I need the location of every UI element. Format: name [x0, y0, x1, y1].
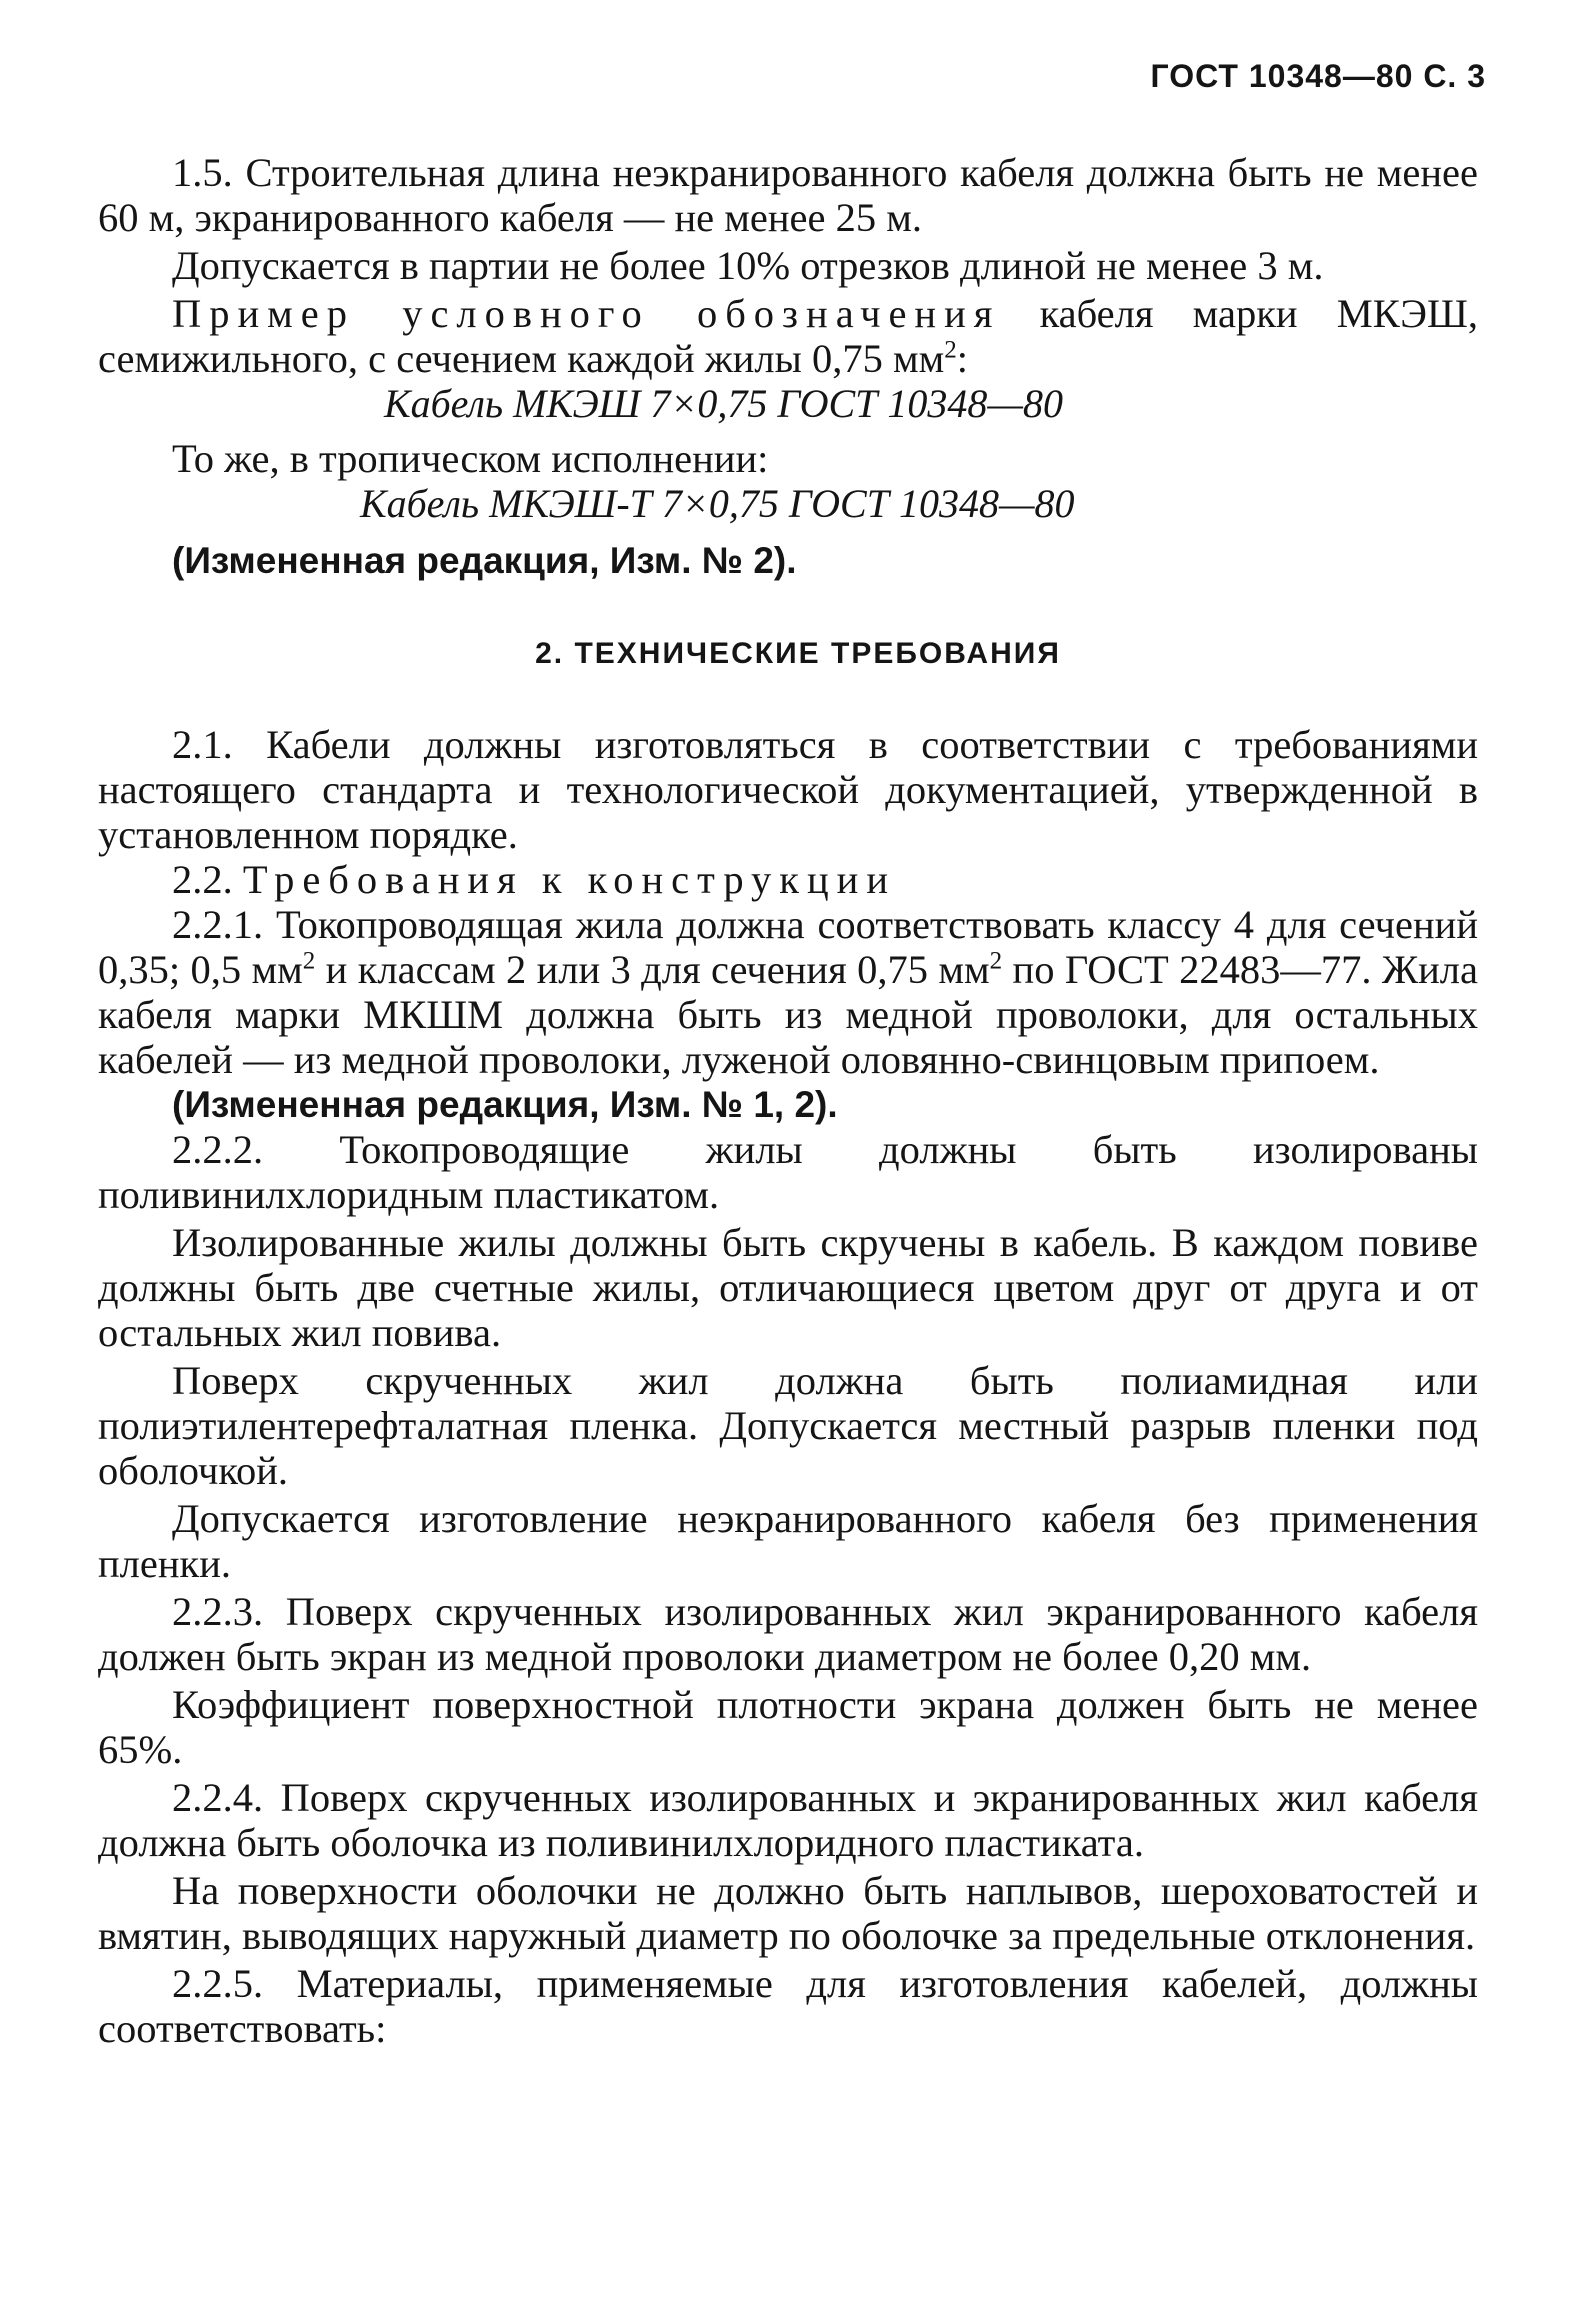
paragraph-tropical: То же, в тропическом исполнении:: [172, 436, 769, 481]
clause-number-2-2: 2.2.: [172, 857, 243, 902]
paragraph-2-2-3: 2.2.3. Поверх скрученных изолированных жил экранированного кабеля должен быть экран из медной проволоки диаметром не более 0,20 мм.: [98, 1589, 1478, 1679]
designation-formula-1: Кабель МКЭШ 7×0,75 ГОСТ 10348—80: [384, 381, 1063, 426]
superscript-2: 2: [989, 947, 1003, 975]
paragraph-1-5: 1.5. Строительная длина неэкранированного кабеля должна быть не менее 60 м, экранированного кабеля — не менее 25 м.: [98, 150, 1478, 240]
paragraph-2-1: 2.1. Кабели должны изготовляться в соответствии с требованиями настоящего стандарта и технологической документацией, утвержденной в установленном порядке.: [98, 722, 1478, 857]
paragraph-2-2-1: [98, 902, 1478, 1082]
designation-example-heading: Пример условного обозначения: [172, 291, 1001, 336]
section-title-technical-requirements: 2. ТЕХНИЧЕСКИЕ ТРЕБОВАНИЯ: [535, 637, 1061, 670]
paragraph-designation-example: [98, 291, 1478, 381]
clause-2-2-1-text-c: по ГОСТ 22483—77. Жила кабеля марки МКШМ должна быть из медной проволоки, для остальных кабелей — из медной проволоки, луженой оловянно-свинцовым припоем.: [98, 947, 1478, 1082]
superscript-2: 2: [944, 336, 957, 364]
clause-heading-construction: Требования к конструкции: [242, 857, 896, 902]
document-body: [98, 150, 1478, 2051]
clause-2-2-1-text-b: и классам 2 или 3 для сечения 0,75 мм: [315, 947, 990, 992]
clause-2-2-1-text-a: 2.2.1. Токопроводящая жила должна соответствовать классу 4 для сечений 0,35; 0,5 мм: [98, 902, 1478, 992]
paragraph-film: Поверх скрученных жил должна быть полиамидная или полиэтилентерефталатная пленка. Допускается местный разрыв пленки под оболочкой.: [98, 1358, 1478, 1493]
designation-example-end: :: [956, 336, 969, 381]
paragraph-2-2-2: 2.2.2. Токопроводящие жилы должны быть изолированы поливинилхлоридным пластикатом.: [98, 1127, 1478, 1217]
designation-example-text: кабеля марки МКЭШ, семижильного, с сечением каждой жилы 0,75 мм: [98, 291, 1478, 381]
page-header-reference: ГОСТ 10348—80 С. 3: [1150, 58, 1486, 94]
paragraph-2-2-4: 2.2.4. Поверх скрученных изолированных и экранированных жил кабеля должна быть оболочка из поливинилхлоридного пластиката.: [98, 1775, 1478, 1865]
amendment-note-2: (Измененная редакция, Изм. № 1, 2).: [172, 1084, 838, 1125]
paragraph-sheath-surface: На поверхности оболочки не должно быть наплывов, шероховатостей и вмятин, выводящих наружный диаметр по оболочке за предельные отклонения.: [98, 1868, 1478, 1958]
designation-formula-2: Кабель МКЭШ-Т 7×0,75 ГОСТ 10348—80: [360, 481, 1075, 526]
paragraph-2-2-5: 2.2.5. Материалы, применяемые для изготовления кабелей, должны соответствовать:: [98, 1961, 1478, 2051]
paragraph-batch-allowance: Допускается в партии не более 10% отрезков длиной не менее 3 м.: [172, 243, 1324, 288]
paragraph-shield-coefficient: Коэффициент поверхностной плотности экрана должен быть не менее 65%.: [98, 1682, 1478, 1772]
paragraph-no-film: Допускается изготовление неэкранированного кабеля без применения пленки.: [98, 1496, 1478, 1586]
superscript-2: 2: [302, 947, 316, 975]
amendment-note-1: (Измененная редакция, Изм. № 2).: [172, 540, 797, 581]
paragraph-2-2: [98, 857, 1478, 902]
paragraph-stranding: Изолированные жилы должны быть скручены в кабель. В каждом повиве должны быть две счетные жилы, отличающиеся цветом друг от друга и от остальных жил повива.: [98, 1220, 1478, 1355]
